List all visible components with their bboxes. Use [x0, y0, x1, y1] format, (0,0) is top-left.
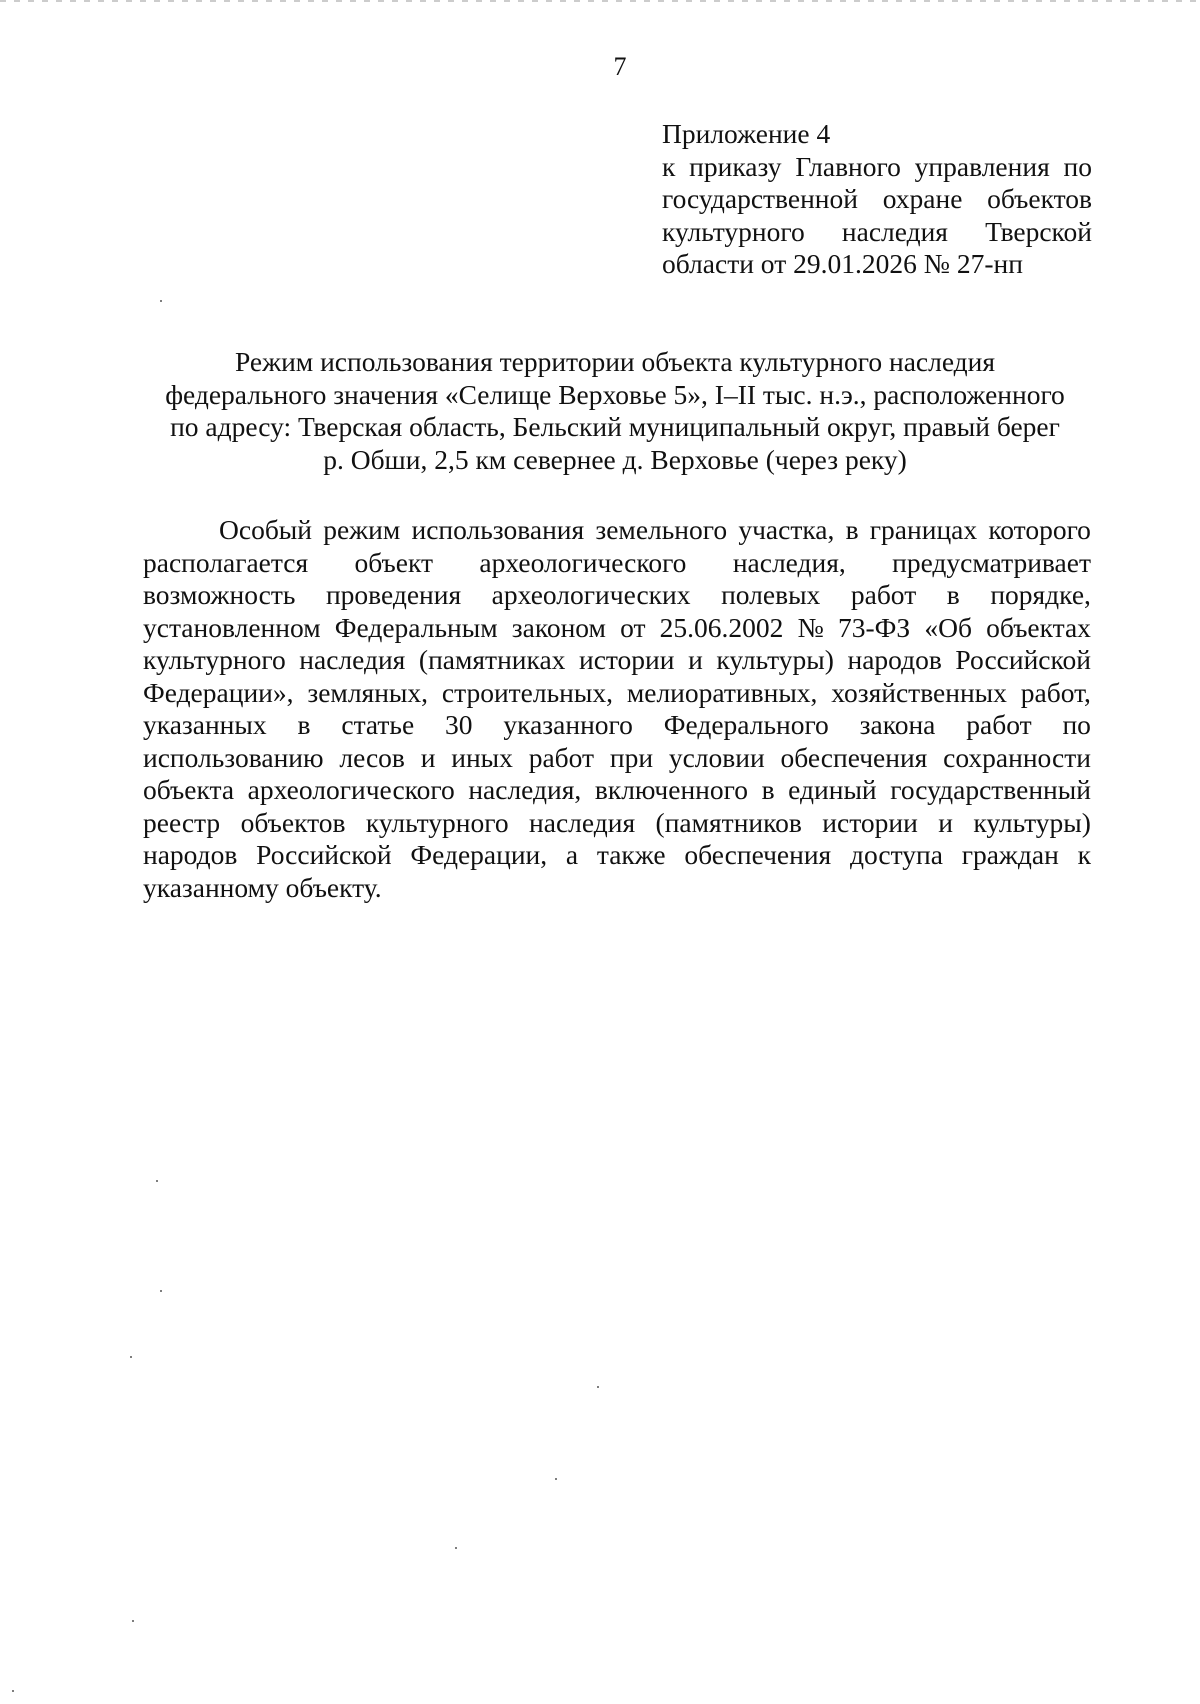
- word: хозяйственных: [831, 676, 1007, 708]
- word: к: [662, 150, 676, 182]
- word: археологического: [247, 774, 455, 805]
- word: наследия: [299, 644, 406, 675]
- word: указанных: [143, 709, 267, 740]
- word: мелиоративных,: [626, 676, 818, 708]
- appendix-line: [662, 216, 1092, 249]
- word: при: [609, 741, 654, 773]
- scan-speck: [160, 1290, 162, 1292]
- word: работ: [850, 579, 917, 610]
- word: (памятниках: [418, 644, 566, 675]
- word: и: [420, 741, 436, 773]
- word: 25.06.2002: [659, 611, 784, 643]
- word: участка,: [738, 514, 835, 545]
- word: объектов: [240, 806, 346, 838]
- word: по: [1063, 150, 1092, 182]
- appendix-line: [662, 183, 1092, 216]
- scan-speck: [597, 1386, 599, 1388]
- word: сохранности: [943, 741, 1091, 773]
- appendix-line: Приложение 4: [662, 118, 831, 149]
- word: обеспечения: [684, 839, 832, 870]
- word: охране: [882, 183, 963, 214]
- word: работ,: [1020, 676, 1091, 708]
- word: культурного: [365, 806, 509, 838]
- word: работ: [528, 741, 595, 773]
- word: Российской: [256, 839, 392, 870]
- scan-speck: [455, 1547, 457, 1549]
- word: истории: [578, 644, 675, 675]
- body-line: [143, 547, 1091, 580]
- word: наследия,: [468, 774, 582, 805]
- page-number: 7: [613, 52, 627, 81]
- appendix-line: [662, 151, 1092, 184]
- word: культурного: [143, 644, 286, 675]
- word: государственной: [662, 183, 858, 214]
- word: располагается: [143, 546, 309, 578]
- word: по: [1062, 709, 1091, 740]
- body-line: [143, 677, 1091, 710]
- word: установленном: [143, 611, 321, 643]
- word: статье: [341, 709, 415, 740]
- word: управления: [914, 150, 1050, 182]
- scan-speck: [12, 1690, 14, 1692]
- word: (памятников: [655, 806, 802, 838]
- word: реестр: [143, 806, 221, 838]
- body-line: указанному объекту.: [143, 871, 382, 903]
- body-line: [143, 612, 1091, 645]
- word: условии: [668, 741, 765, 773]
- appendix-line: области от 29.01.2026 № 27-нп: [662, 248, 1023, 279]
- scan-speck: [160, 300, 162, 302]
- word: границах: [869, 514, 978, 545]
- word: культуры): [716, 644, 834, 675]
- word: доступа: [849, 839, 943, 870]
- word: иных: [451, 741, 513, 773]
- word: в: [761, 774, 775, 805]
- word: от: [620, 611, 646, 643]
- word: Федерации,: [410, 839, 548, 870]
- word: археологических: [491, 579, 691, 610]
- word: в: [946, 579, 960, 610]
- word: наследия,: [732, 546, 846, 578]
- word: №: [797, 611, 824, 643]
- body-line: [143, 514, 1091, 547]
- word: проведения: [325, 579, 462, 610]
- body-line: [143, 807, 1091, 840]
- word: и: [688, 644, 703, 675]
- appendix-header: [662, 118, 1092, 281]
- word: возможность: [143, 579, 296, 610]
- word: 73-ФЗ: [838, 611, 911, 643]
- word: народов: [143, 839, 238, 870]
- title-line: Режим использования территории объекта культурного наследия: [234, 346, 996, 377]
- word: земельного: [595, 514, 728, 545]
- word: также: [596, 839, 666, 870]
- scan-speck: [555, 1478, 557, 1480]
- word: законом: [511, 611, 606, 643]
- word: Тверской: [985, 215, 1092, 247]
- word: народов: [847, 644, 942, 675]
- word: объектах: [986, 611, 1091, 643]
- word: культуры): [973, 806, 1091, 838]
- word: наследия: [529, 806, 636, 838]
- word: археологического: [479, 546, 687, 578]
- word: строительных,: [441, 676, 613, 708]
- body-line: [143, 579, 1091, 612]
- word: указанного: [503, 709, 633, 740]
- word: граждан: [961, 839, 1059, 870]
- title-line: по адресу: Тверская область, Бельский муниципальный округ, правый берег: [170, 411, 1060, 442]
- word: наследия: [841, 215, 948, 247]
- document-title: [140, 346, 1090, 476]
- word: а: [565, 839, 579, 870]
- word: Главного: [795, 150, 901, 182]
- word: закона: [859, 709, 936, 740]
- body-line: [143, 644, 1091, 677]
- word: приказу: [689, 150, 782, 182]
- word: полевых: [721, 579, 821, 610]
- title-line: р. Обши, 2,5 км севернее д. Верховье (через реку): [323, 443, 907, 475]
- word: режим: [323, 514, 401, 545]
- word: истории: [822, 806, 918, 838]
- word: Российской: [955, 644, 1091, 675]
- word: в: [297, 709, 311, 740]
- body-line: [143, 709, 1091, 742]
- word: объекта: [143, 774, 235, 805]
- body-line: [143, 774, 1091, 807]
- word: использованию: [143, 741, 324, 773]
- body-line: [143, 839, 1091, 872]
- word: государственный: [890, 774, 1091, 805]
- word: порядке,: [990, 579, 1091, 610]
- word: Федерального: [663, 709, 829, 740]
- scan-speck: [156, 1180, 158, 1182]
- scan-edge-line: [0, 0, 1200, 2]
- word: Федеральным: [334, 611, 498, 643]
- word: «Об: [924, 611, 972, 643]
- word: земляных,: [307, 676, 429, 708]
- word: обеспечения: [780, 741, 928, 773]
- word: которого: [988, 514, 1091, 545]
- word: единый: [788, 774, 877, 805]
- word: включенного: [594, 774, 748, 805]
- word: работ: [966, 709, 1032, 740]
- word: в: [845, 514, 859, 545]
- word: Федерации»,: [143, 676, 294, 708]
- word: объект: [354, 546, 433, 578]
- scan-speck: [130, 1356, 132, 1358]
- body-paragraph: [143, 514, 1091, 904]
- word: Особый: [219, 514, 313, 545]
- body-line: [143, 742, 1091, 775]
- word: культурного: [662, 215, 805, 247]
- word: использования: [411, 514, 585, 545]
- word: 30: [445, 709, 473, 740]
- word: предусматривает: [892, 546, 1091, 578]
- word: лесов: [339, 741, 405, 773]
- word: и: [938, 806, 953, 838]
- word: к: [1077, 839, 1091, 870]
- scan-speck: [132, 1620, 134, 1622]
- word: объектов: [987, 183, 1092, 214]
- title-line: федерального значения «Селище Верховье 5», I–II тыс. н.э., расположенного: [165, 378, 1065, 410]
